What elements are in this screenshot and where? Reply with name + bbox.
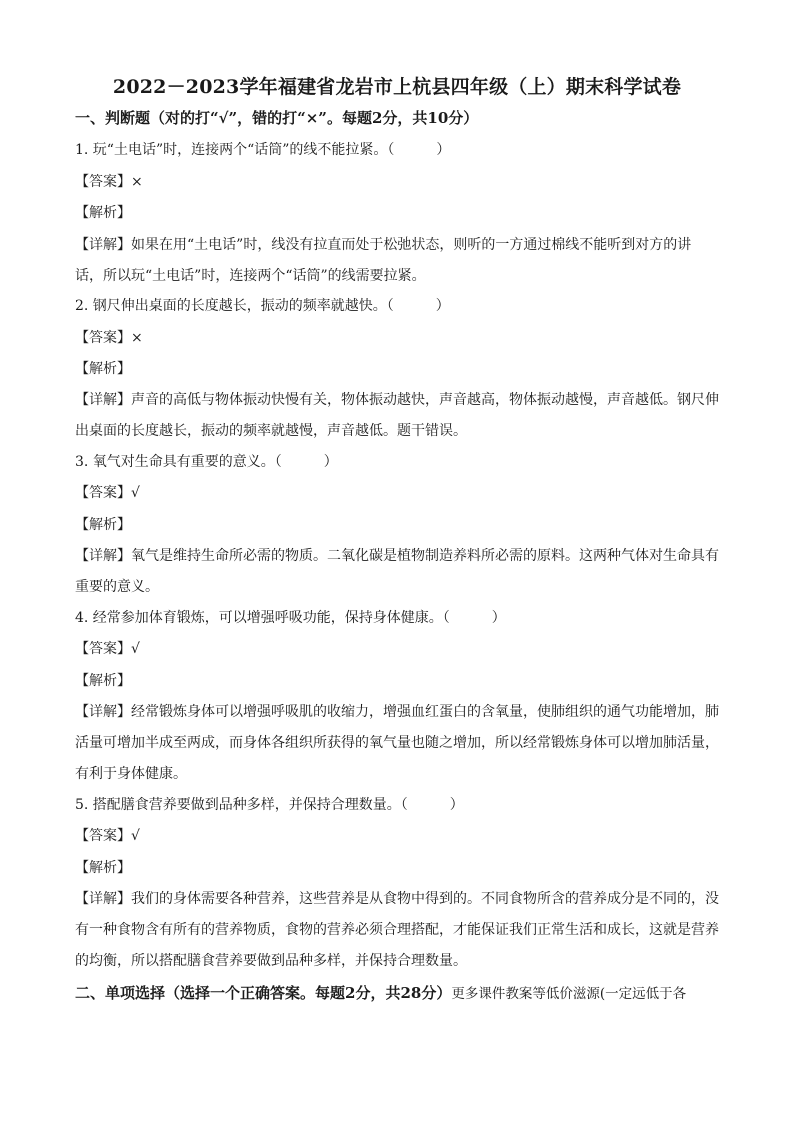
detail-4-line-1: 【详解】经常锻炼身体可以增强呼吸肌的收缩力，增强血红蛋白的含氧量，使肺组织的通气功能增加，肺	[75, 704, 719, 720]
detail-3-line-2: 重要的意义。	[75, 579, 159, 595]
question-1: 1. 玩“土电话”时，连接两个“话筒”的线不能拉紧。（ ）	[75, 142, 451, 158]
section-2-tail-text: 更多课件教案等低价滋源(一定远低于各	[451, 986, 687, 1002]
page-title: 2022－2023学年福建省龙岩市上杭县四年级（上）期末科学试卷	[112, 76, 682, 98]
analysis-1: 【解析】	[75, 205, 131, 221]
detail-3-line-1: 【详解】氧气是维持生命所必需的物质。二氧化碳是植物制造养料所必需的原料。这两种气体对生命具有	[75, 548, 719, 564]
answer-2: 【答案】×	[75, 330, 143, 346]
detail-2-line-1: 【详解】声音的高低与物体振动快慢有关，物体振动越快，声音越高，物体振动越慢，声音越低。钢尺伸	[75, 392, 719, 408]
question-2: 2. 钢尺伸出桌面的长度越长，振动的频率就越快。（ ）	[75, 298, 450, 314]
detail-5-line-2: 有一种食物含有所有的营养物质，食物的营养必须合理搭配，才能保证我们正常生活和成长，这就是营养	[75, 922, 719, 938]
analysis-2: 【解析】	[75, 361, 131, 377]
question-5: 5. 搭配膳食营养要做到品种多样，并保持合理数量。（ ）	[75, 797, 464, 813]
answer-5: 【答案】√	[75, 828, 140, 844]
section-heading-single-choice	[75, 983, 725, 1004]
detail-2-line-2: 出桌面的长度越长，振动的频率就越慢，声音越低。题干错误。	[75, 423, 467, 439]
analysis-4: 【解析】	[75, 673, 131, 689]
analysis-5: 【解析】	[75, 860, 131, 876]
answer-3: 【答案】√	[75, 485, 140, 501]
detail-1-line-1: 【详解】如果在用“土电话”时，线没有拉直而处于松弛状态，则听的一方通过棉线不能听到对方的讲	[75, 237, 692, 253]
detail-4-line-2: 活量可增加半成至两成，而身体各组织所获得的氧气量也随之增加，所以经常锻炼身体可以增加肺活量，	[75, 735, 719, 751]
detail-4-line-3: 有利于身体健康。	[75, 766, 187, 782]
analysis-3: 【解析】	[75, 517, 131, 533]
question-3: 3. 氧气对生命具有重要的意义。（ ）	[75, 454, 338, 470]
section-2-heading-text: 二、单项选择（选择一个正确答案。每题2分，共28分）	[75, 984, 452, 1002]
section-heading-true-false: 一、判断题（对的打“√”，错的打“×”。每题2分，共10分）	[75, 109, 479, 127]
detail-5-line-3: 的均衡，所以搭配膳食营养要做到品种多样，并保持合理数量。	[75, 953, 467, 969]
answer-4: 【答案】√	[75, 641, 140, 657]
question-4: 4. 经常参加体育锻炼，可以增强呼吸功能，保持身体健康。（ ）	[75, 610, 506, 626]
detail-1-line-2: 话，所以玩“土电话”时，连接两个“话筒”的线需要拉紧。	[75, 268, 426, 284]
detail-5-line-1: 【详解】我们的身体需要各种营养，这些营养是从食物中得到的。不同食物所含的营养成分是不同的，没	[75, 891, 719, 907]
answer-1: 【答案】×	[75, 174, 143, 190]
